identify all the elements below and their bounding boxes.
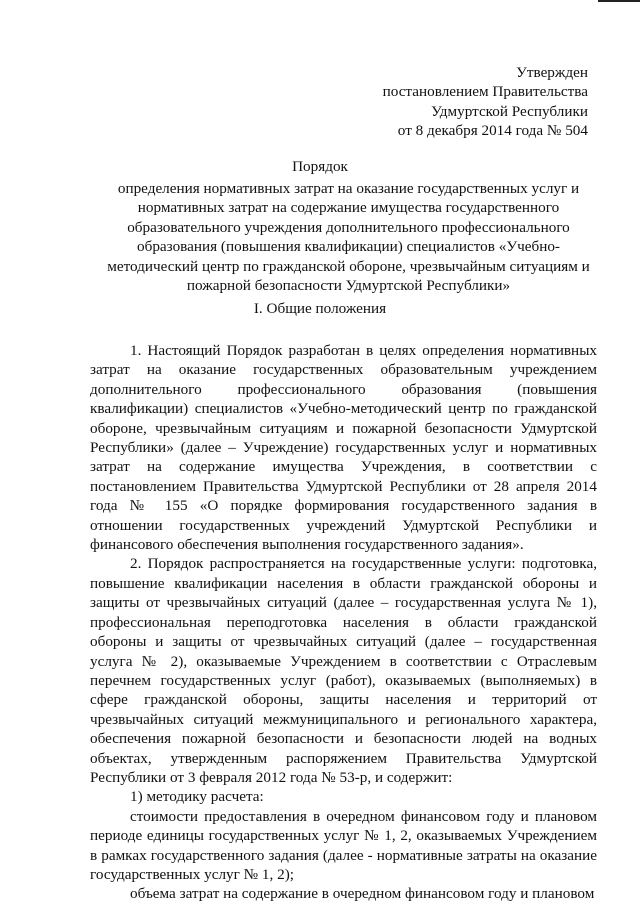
approval-stamp [383,63,588,141]
paragraph-4: объема затрат на содержание в очередном финансовом году и плановом [130,885,595,903]
paragraph-1: 1. Настоящий Порядок разработан в целях определения нормативных затрат на оказание государственных образовательным учреждением дополнительного профессионального образования (повышения квалификации) специалистов «Учебно-методический центр по гражданской обороне, чрезвычайным ситуациям и пожарной безопасности Удмуртской Республики» (далее – Учреждение) государственных услуг и нормативных затрат на содержание имущества Учреждения, в соответствии с постановлением Правительства Удмуртской Республики от 28 апреля 2014 года № 155 «О порядке формирования государственного задания в отношении государственных учреждений Удмуртской Республики и финансового обеспечения выполнения государственного задания». [90,342,597,554]
paragraph-3: стоимости предоставления в очередном финансовом году и плановом периоде единицы государственных услуг № 1, 2, оказываемых Учреждением в рамках государственного задания (далее - нормативные затраты на оказание государственных услуг № 1, 2); [90,807,597,883]
approval-line-3: Удмуртской Республики [431,102,588,120]
document-title: Порядок [292,158,348,175]
paragraph-2: 2. Порядок распространяется на государственные услуги: подготовка, повышение квалификации населения в области гражданской обороны и защиты от чрезвычайных ситуаций (далее – государственная услуга № 1), профессиональная переподготовка населения в области гражданской обороны и защиты от чрезвычайных ситуаций (далее – государственная услуга № 2), оказываемые Учреждением в соответствии с Отраслевым перечнем государственных услуг (работ), оказываемых (выполняемых) в сфере гражданской обороны, защиты населения и территорий от чрезвычайных ситуаций межмуниципального и регионального характера, обеспечения пожарной безопасности и безопасности людей на водных объектах, утвержденным распоряжением Правительства Удмуртской Республики от 3 февраля 2012 года № 53-р, и содержит: [90,555,597,786]
approval-line-2: постановлением Правительства [382,83,588,101]
section-heading: I. Общие положения [253,300,387,317]
approval-line-1: Утвержден [516,64,588,81]
document-subtitle: определения нормативных затрат на оказание государственных услуг и нормативных затрат на содержание имущества государственного образовательного учреждения дополнительного профессионального образования (повышения квалификации) специалистов «Учебно-методический центр по гражданской обороне, чрезвычайным ситуациям и пожарной безопасности Удмуртской Республики» [107,180,590,295]
approval-line-4: от 8 декабря 2014 года № 504 [397,122,588,140]
document-body [90,341,597,904]
list-item-1: 1) методику расчета: [130,788,264,806]
scan-edge-mark [598,0,640,2]
